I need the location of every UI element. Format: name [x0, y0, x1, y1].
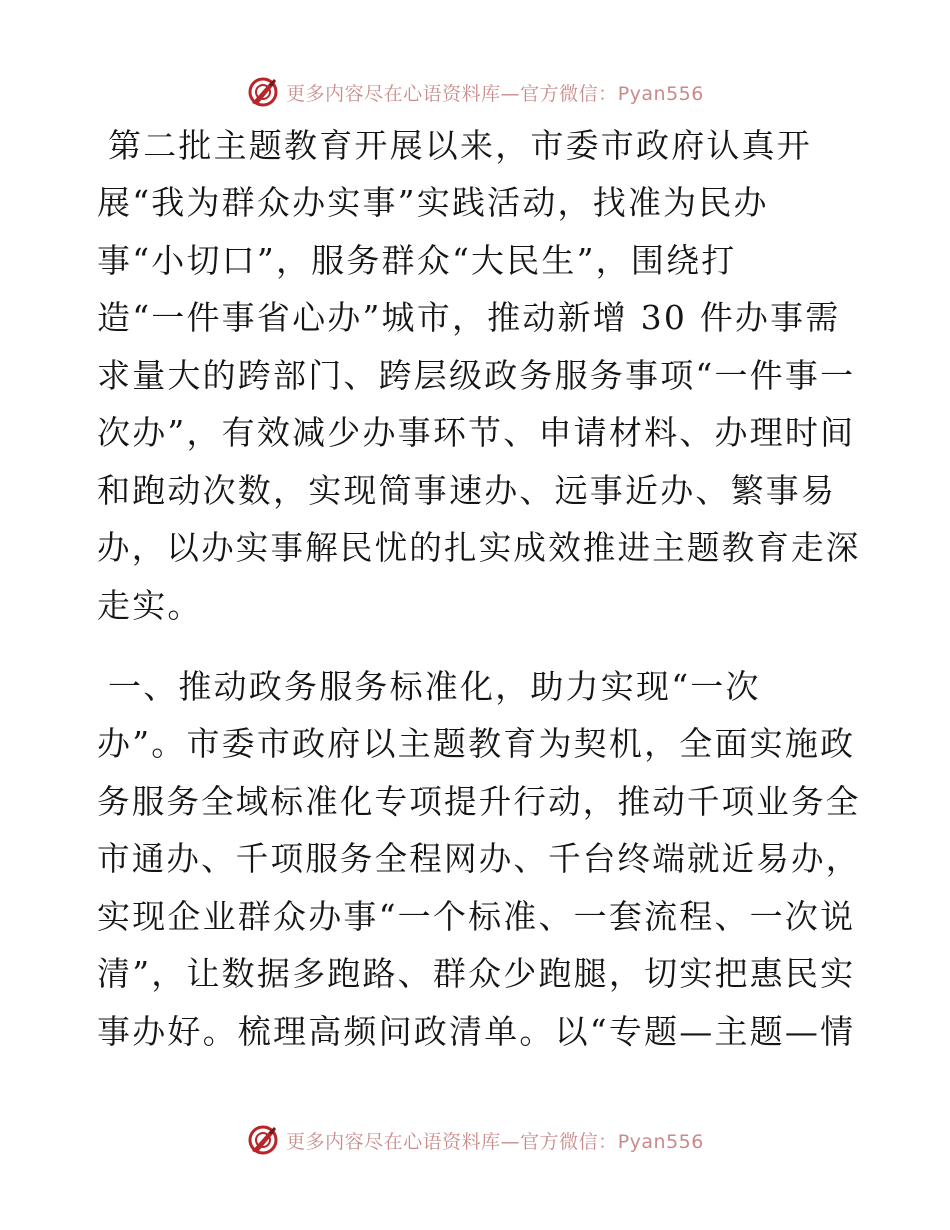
paragraph-line: 实现企业群众办事“一个标准、一套流程、一次说: [97, 897, 856, 936]
paragraph-line: 次办”，有效减少办事环节、申请材料、办理时间: [97, 413, 856, 452]
paragraph-line: 办”。市委市政府以主题教育为契机，全面实施政: [97, 724, 856, 763]
paragraph-line: 事办好。梳理高频问政清单。以“专题—主题—情: [97, 1012, 856, 1051]
paragraph-line: 造“一件事省心办”城市，推动新增 30 件办事需: [97, 298, 841, 337]
footer-watermark: [0, 1120, 950, 1160]
paragraph-line: 第二批主题教育开展以来，市委市政府认真开: [108, 126, 812, 165]
pen-logo-icon: [246, 75, 280, 109]
section-heading-line: 一、推动政务服务标准化，助力实现“一次: [108, 667, 761, 706]
paragraph-line: 求量大的跨部门、跨层级政务服务事项“一件事一: [97, 356, 856, 395]
header-watermark: [0, 72, 950, 112]
watermark-text: 更多内容尽在心语资料库—官方微信：Pyan556: [286, 82, 704, 105]
pen-logo-icon: [246, 1123, 280, 1157]
paragraph-line: 走实。: [97, 586, 203, 625]
paragraph-line: 市通办、千项服务全程网办、千台终端就近易办，: [97, 839, 861, 878]
watermark-text: 更多内容尽在心语资料库—官方微信：Pyan556: [286, 1130, 704, 1153]
paragraph-line: 事“小切口”，服务群众“大民生”，围绕打: [97, 241, 737, 280]
paragraph-line: 办，以办实事解民忧的扎实成效推进主题教育走深: [97, 528, 861, 567]
paragraph-line: 和跑动次数，实现简事速办、远事近办、繁事易: [97, 471, 837, 510]
paragraph-line: 务服务全域标准化专项提升行动，推动千项业务全: [97, 782, 861, 821]
paragraph-line: 清”，让数据多跑路、群众少跑腿，切实把惠民实: [97, 954, 856, 993]
paragraph-line: 展“我为群众办实事”实践活动，找准为民办: [97, 183, 769, 222]
